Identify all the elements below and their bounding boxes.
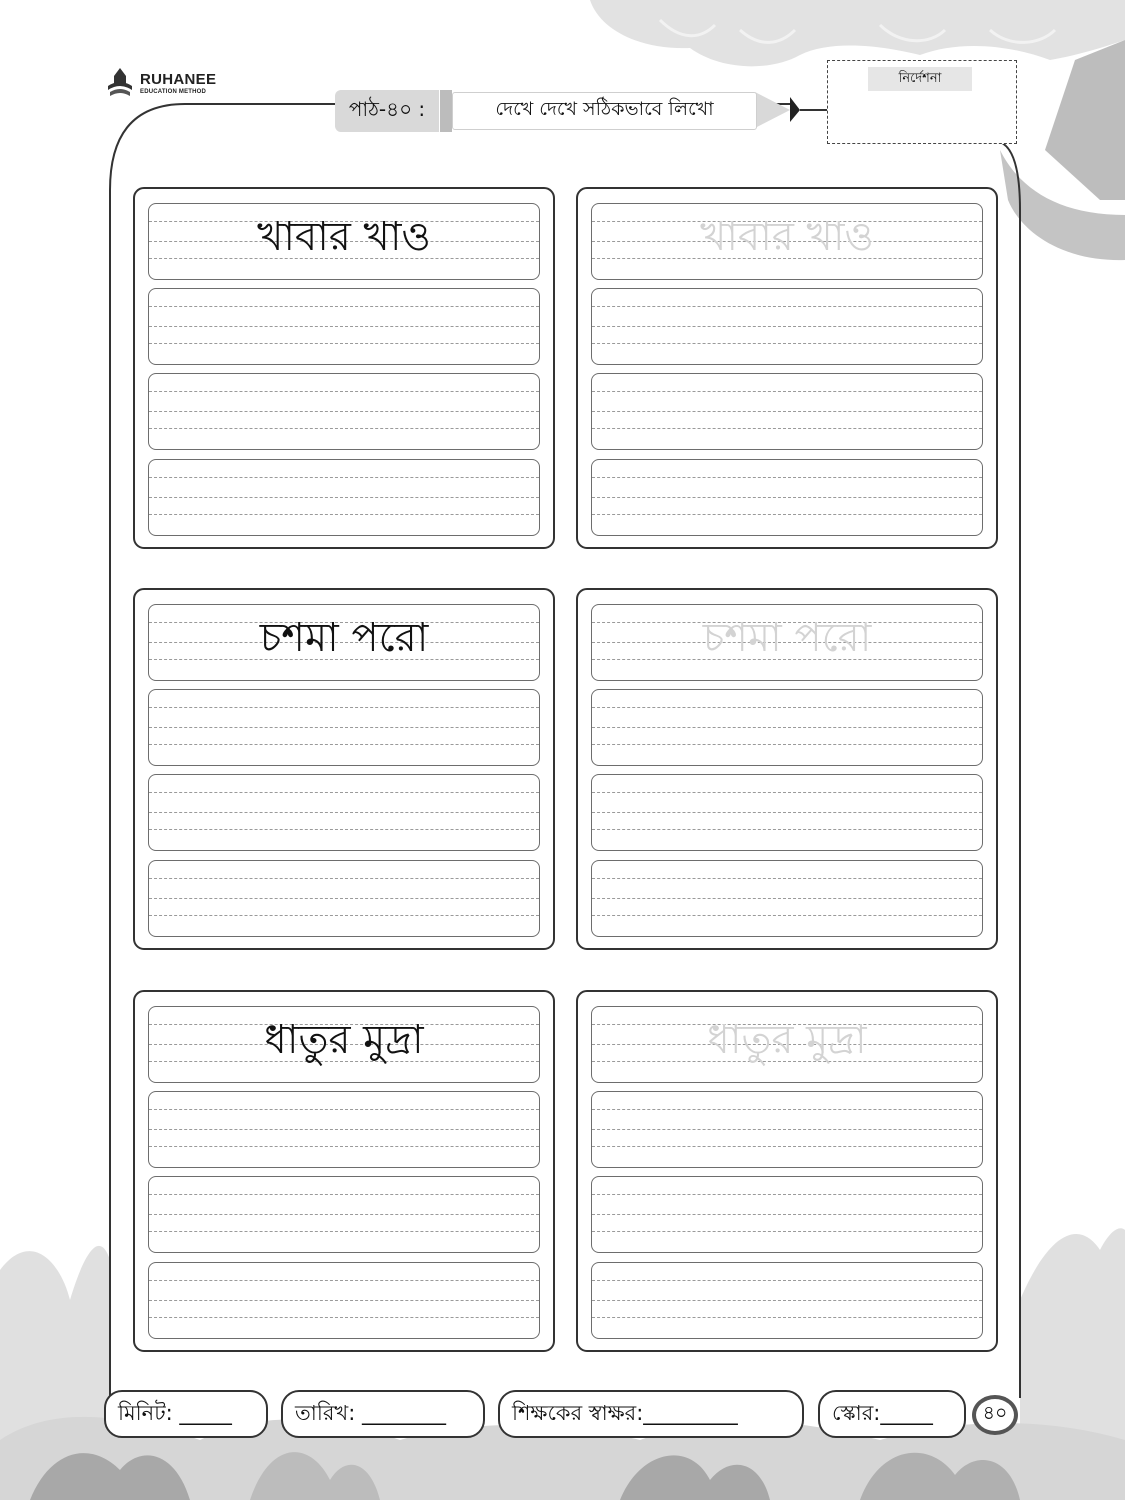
writing-row[interactable] <box>591 1262 983 1339</box>
writing-row[interactable] <box>591 860 983 937</box>
guide-line <box>592 915 982 916</box>
model-word: ধাতুর মুদ্রা <box>264 1017 424 1063</box>
guide-line <box>149 391 539 392</box>
instruction-label: নির্দেশনা <box>868 67 972 91</box>
trace-word: চশমা পরো <box>702 615 872 661</box>
writing-row[interactable] <box>591 689 983 766</box>
minute-field[interactable]: মিনিট: _____ <box>104 1390 268 1438</box>
brand-tagline: EDUCATION METHOD <box>140 88 207 95</box>
guide-line <box>592 428 982 429</box>
writing-row[interactable] <box>591 373 983 450</box>
model-word: চশমা পরো <box>259 615 429 661</box>
instruction-box[interactable] <box>827 60 1017 144</box>
writing-row[interactable] <box>591 1176 983 1253</box>
guide-line <box>149 1146 539 1147</box>
guide-line <box>149 326 539 327</box>
writing-row[interactable] <box>148 203 540 280</box>
tracing-card <box>576 187 998 549</box>
guide-line <box>149 1300 539 1301</box>
lesson-number: পাঠ-৪০ : <box>335 90 439 132</box>
guide-line <box>149 812 539 813</box>
guide-line <box>592 1231 982 1232</box>
guide-line <box>149 1280 539 1281</box>
guide-line <box>149 1231 539 1232</box>
writing-row[interactable] <box>148 1262 540 1339</box>
model-card <box>133 588 555 950</box>
guide-line <box>592 514 982 515</box>
guide-line <box>149 1129 539 1130</box>
writing-row[interactable] <box>148 373 540 450</box>
writing-row[interactable] <box>591 459 983 536</box>
guide-line <box>592 707 982 708</box>
writing-row[interactable] <box>148 1006 540 1083</box>
writing-row[interactable] <box>591 774 983 851</box>
guide-line <box>149 428 539 429</box>
writing-row[interactable] <box>148 689 540 766</box>
brand-name: RUHANEE <box>140 70 217 88</box>
writing-row[interactable] <box>148 1176 540 1253</box>
guide-line <box>149 343 539 344</box>
guide-line <box>592 1280 982 1281</box>
writing-row[interactable] <box>591 203 983 280</box>
guide-line <box>592 1194 982 1195</box>
guide-line <box>149 1214 539 1215</box>
guide-line <box>592 306 982 307</box>
mosque-icon <box>104 66 136 100</box>
guide-line <box>592 1300 982 1301</box>
guide-line <box>592 1129 982 1130</box>
writing-row[interactable] <box>148 288 540 365</box>
trace-word: ধাতুর মুদ্রা <box>707 1017 867 1063</box>
guide-line <box>592 391 982 392</box>
writing-row[interactable] <box>591 288 983 365</box>
writing-row[interactable] <box>591 1006 983 1083</box>
model-card <box>133 990 555 1352</box>
guide-line <box>149 878 539 879</box>
guide-line <box>149 1194 539 1195</box>
guide-line <box>592 829 982 830</box>
writing-row[interactable] <box>148 774 540 851</box>
date-field[interactable]: তারিখ: ________ <box>281 1390 485 1438</box>
brand-logo-block <box>104 66 216 100</box>
guide-line <box>149 477 539 478</box>
writing-row[interactable] <box>591 1091 983 1168</box>
score-field[interactable]: স্কোর:_____ <box>818 1390 966 1438</box>
model-card <box>133 187 555 549</box>
guide-line <box>149 915 539 916</box>
teacher-signature-field[interactable]: শিক্ষকের স্বাক্ষর:_________ <box>498 1390 804 1438</box>
guide-line <box>149 497 539 498</box>
guide-line <box>592 1317 982 1318</box>
guide-line <box>592 744 982 745</box>
guide-line <box>592 1146 982 1147</box>
guide-line <box>592 792 982 793</box>
tracing-card <box>576 990 998 1352</box>
guide-line <box>149 744 539 745</box>
guide-line <box>149 411 539 412</box>
writing-row[interactable] <box>148 604 540 681</box>
guide-line <box>149 1317 539 1318</box>
guide-line <box>149 707 539 708</box>
guide-line <box>592 411 982 412</box>
guide-line <box>149 1109 539 1110</box>
writing-row[interactable] <box>148 459 540 536</box>
guide-line <box>592 878 982 879</box>
model-word: খাবার খাও <box>257 214 431 260</box>
trace-word: খাবার খাও <box>700 214 874 260</box>
guide-line <box>592 898 982 899</box>
guide-line <box>592 326 982 327</box>
guide-line <box>592 497 982 498</box>
guide-line <box>149 514 539 515</box>
tracing-card <box>576 588 998 950</box>
guide-line <box>149 829 539 830</box>
writing-row[interactable] <box>148 860 540 937</box>
guide-line <box>592 343 982 344</box>
page-number: ৪০ <box>972 1395 1018 1435</box>
lesson-title: দেখে দেখে সঠিকভাবে লিখো <box>452 92 757 130</box>
guide-line <box>149 898 539 899</box>
guide-line <box>592 812 982 813</box>
guide-line <box>592 1109 982 1110</box>
writing-row[interactable] <box>591 604 983 681</box>
guide-line <box>149 792 539 793</box>
guide-line <box>592 477 982 478</box>
writing-row[interactable] <box>148 1091 540 1168</box>
guide-line <box>149 727 539 728</box>
guide-line <box>592 1214 982 1215</box>
guide-line <box>592 727 982 728</box>
guide-line <box>149 306 539 307</box>
